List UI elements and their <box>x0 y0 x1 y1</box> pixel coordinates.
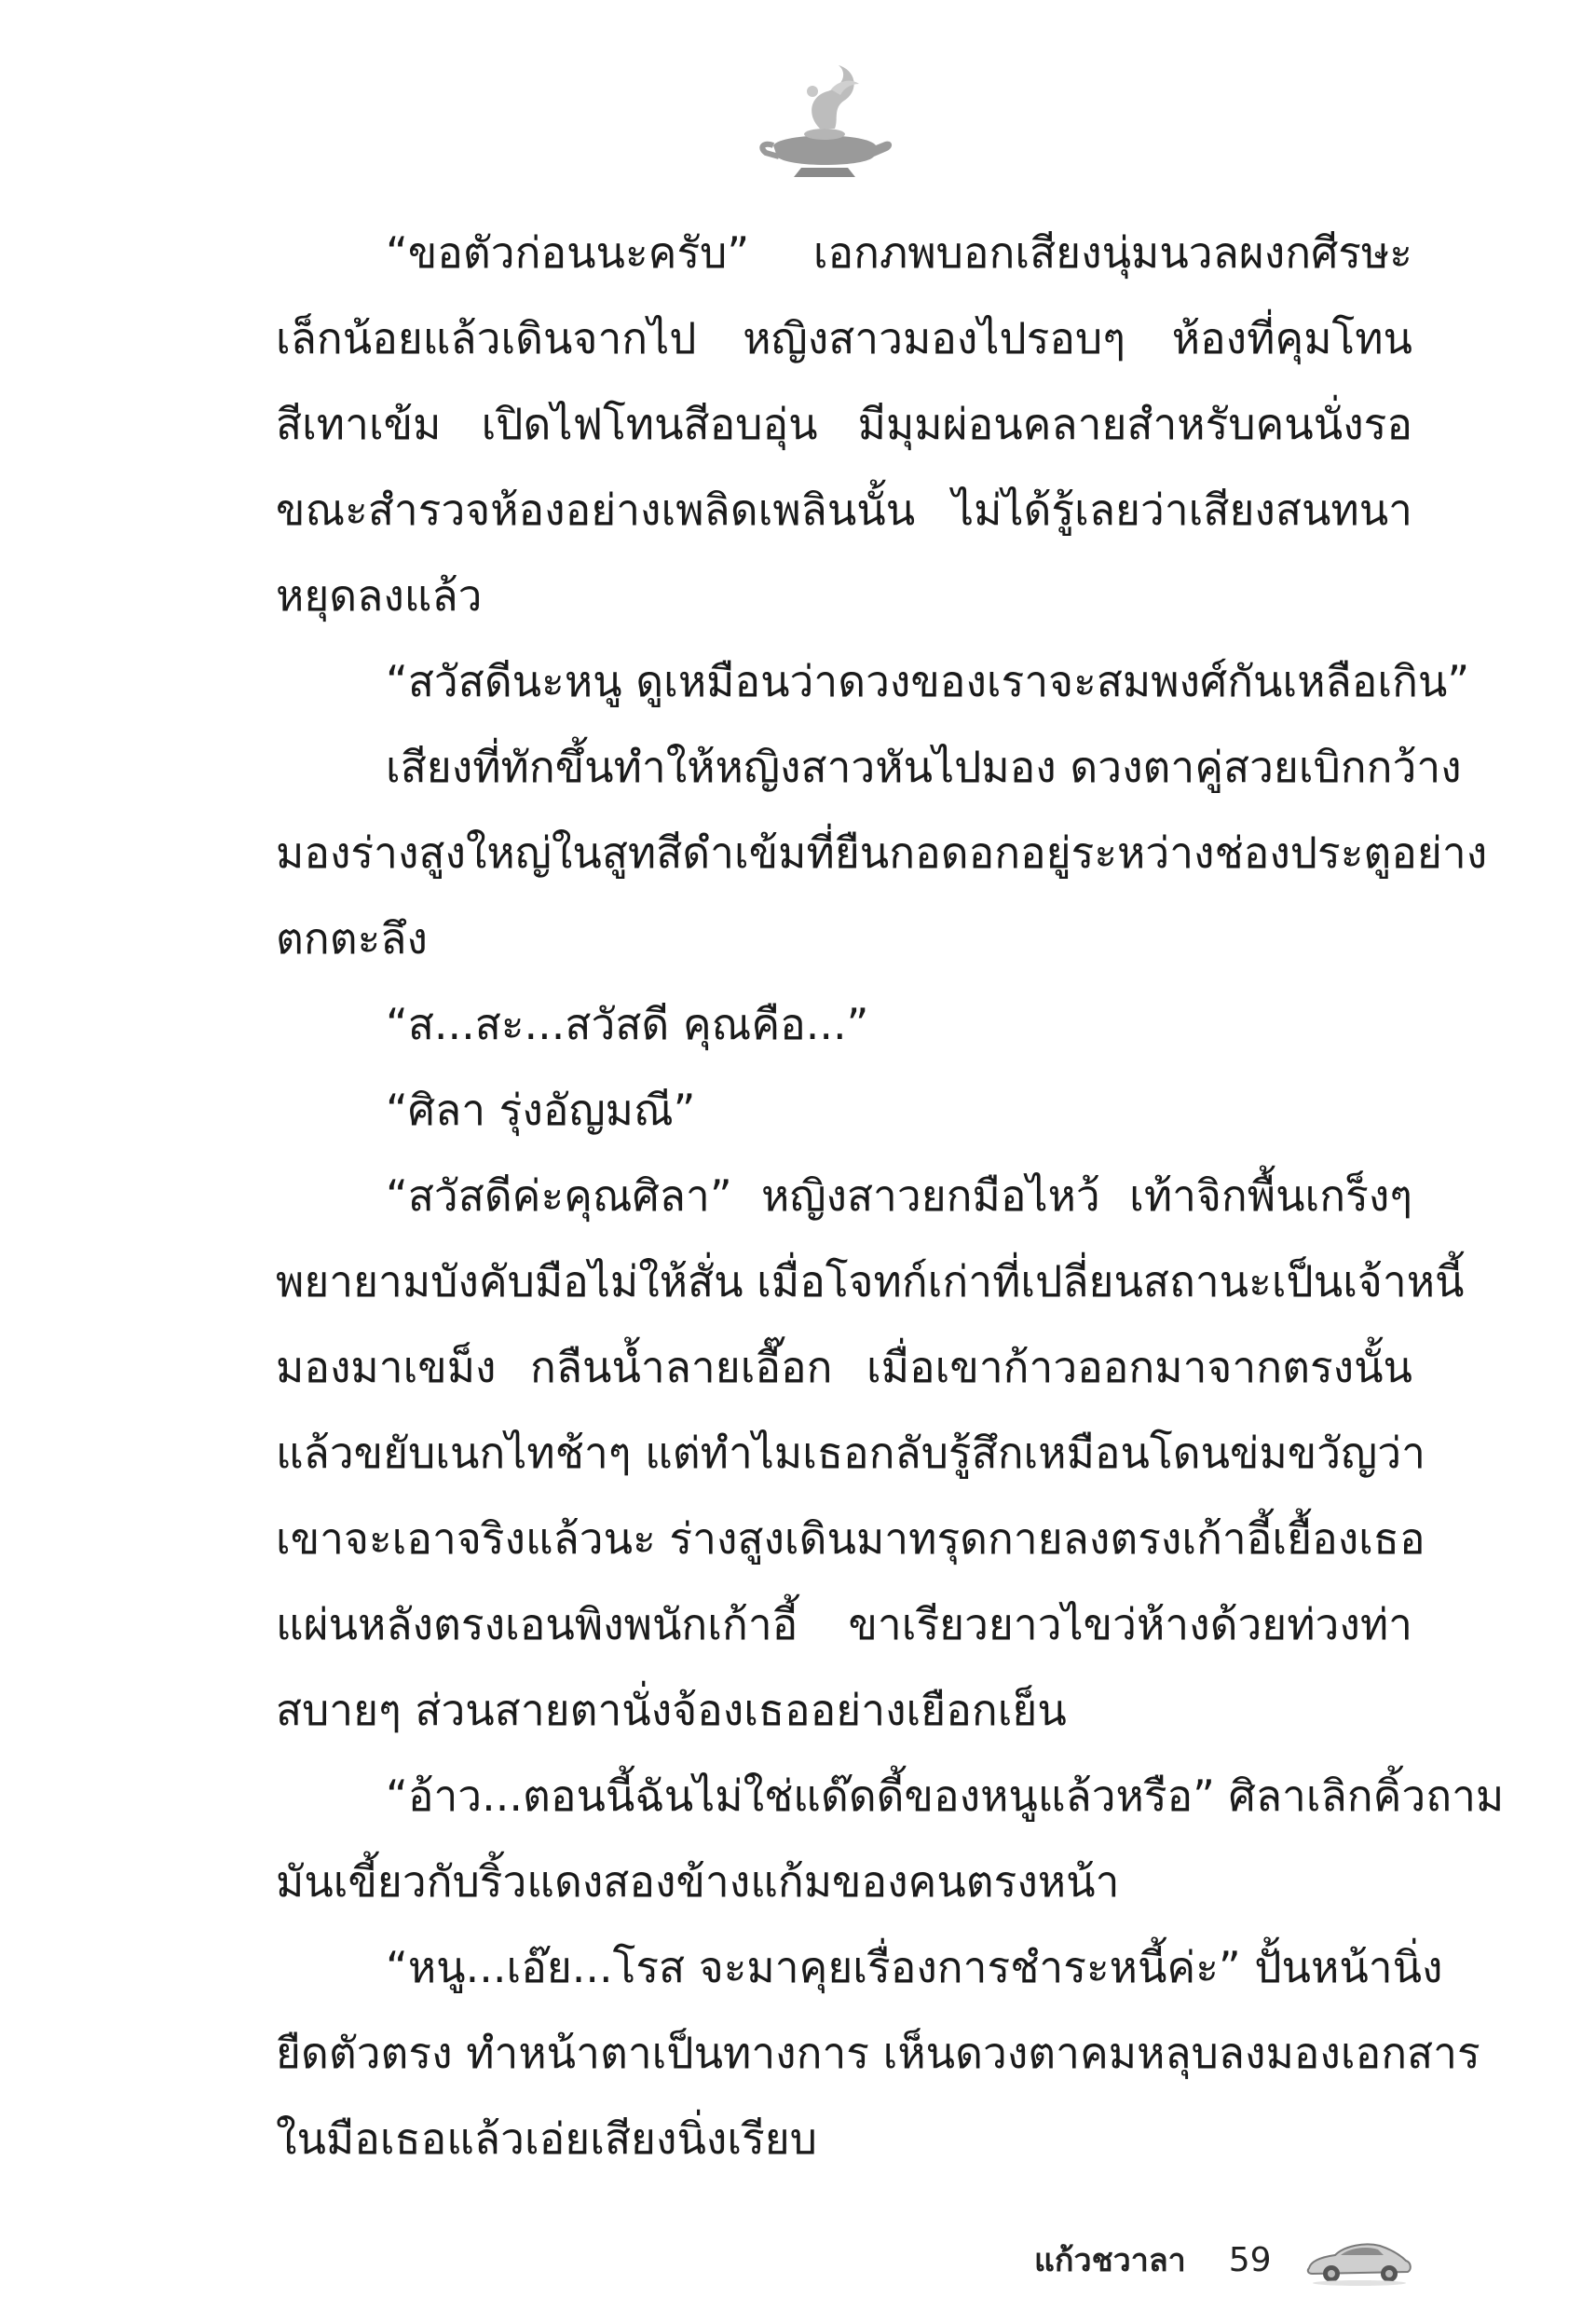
paragraph-line: “อ้าว...ตอนนี้ฉันไม่ใช่แด๊ดดี้ของหนูแล้วหรือ” ศิลาเลิกคิ้วถาม <box>386 1771 1505 1821</box>
paragraph-line: หยุดลงแล้ว <box>276 570 483 621</box>
paragraph-line: “สวัสดีนะหนู ดูเหมือนว่าดวงของเราจะสมพงศ์กันเหลือเกิน” <box>386 656 1470 706</box>
page-footer <box>1034 2232 1413 2288</box>
paragraph-line: มันเขี้ยวกับริ้วแดงสองข้างแก้มของคนตรงหน้า <box>276 1856 1120 1907</box>
paragraph-line: “สวัสดีค่ะคุณศิลา” หญิงสาวยกมือไหว้ เท้าจิกพื้นเกร็งๆ <box>386 1170 1412 1221</box>
paragraph-line: พยายามบังคับมือไม่ให้สั่น เมื่อโจทก์เก่าที่เปลี่ยนสถานะเป็นเจ้าหนี้ <box>276 1256 1465 1306</box>
paragraph-line: แล้วขยับเนกไทช้าๆ แต่ทำไมเธอกลับรู้สึกเหมือนโดนข่มขวัญว่า <box>276 1428 1425 1478</box>
page-number: 59 <box>1228 2240 1272 2279</box>
paragraph-line: มองร่างสูงใหญ่ในสูทสีดำเข้มที่ยืนกอดอกอยู่ระหว่างช่องประตูอย่าง <box>276 827 1488 878</box>
book-title: แก้วชวาลา <box>1034 2242 1186 2279</box>
paragraph-line: “ขอตัวก่อนนะครับ” เอกภพบอกเสียงนุ่มนวลผงกศีรษะ <box>386 227 1412 278</box>
paragraph-line: เล็กน้อยแล้วเดินจากไป หญิงสาวมองไปรอบๆ ห้องที่คุมโทน <box>276 313 1412 363</box>
paragraph-line: “ส...สะ...สวัสดี คุณคือ...” <box>386 999 869 1049</box>
paragraph-line: “ศิลา รุ่งอัญมณี” <box>386 1085 696 1135</box>
paragraph-line: สีเทาเข้ม เปิดไฟโทนสีอบอุ่น มีมุมผ่อนคลายสำหรับคนนั่งรอ <box>276 399 1412 449</box>
paragraph-line: แผ่นหลังตรงเอนพิงพนักเก้าอี้ ขาเรียวยาวไขว่ห้างด้วยท่วงท่า <box>276 1599 1412 1649</box>
paragraph-line: มองมาเขม็ง กลืนน้ำลายเอื๊อก เมื่อเขาก้าวออกมาจากตรงนั้น <box>276 1342 1412 1392</box>
paragraph-line: ขณะสำรวจห้องอย่างเพลิดเพลินนั้น ไม่ได้รู้เลยว่าเสียงสนทนา <box>276 485 1412 535</box>
paragraph-line: ตกตะลึง <box>276 913 428 964</box>
paragraph-line: ในมือเธอแล้วเอ่ยเสียงนิ่งเรียบ <box>276 2113 817 2164</box>
paragraph-line: ยืดตัวตรง ทำหน้าตาเป็นทางการ เห็นดวงตาคมหลุบลงมองเอกสาร <box>276 2028 1480 2078</box>
paragraph-line: เสียงที่ทักขึ้นทำให้หญิงสาวหันไปมอง ดวงตาคู่สวยเบิกกว้าง <box>386 742 1462 792</box>
chapter-text <box>276 210 1505 2181</box>
paragraph-line: สบายๆ ส่วนสายตานั่งจ้องเธออย่างเยือกเย็น <box>276 1685 1067 1735</box>
paragraph-line: เขาจะเอาจริงแล้วนะ ร่างสูงเดินมาทรุดกายลงตรงเก้าอี้เยื้องเธอ <box>276 1513 1425 1564</box>
paragraph-line: “หนู...เอ๊ย...โรส จะมาคุยเรื่องการชำระหนี้ค่ะ” ปั้นหน้านิ่ง <box>386 1942 1443 1992</box>
genie-lamp-icon <box>755 63 894 185</box>
sports-car-icon <box>1303 2233 1413 2287</box>
